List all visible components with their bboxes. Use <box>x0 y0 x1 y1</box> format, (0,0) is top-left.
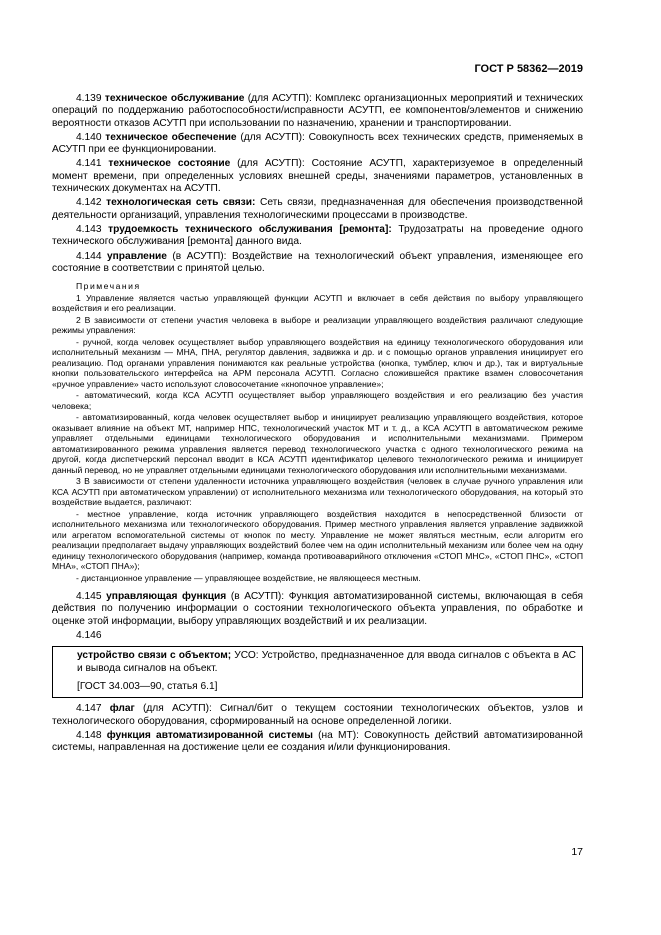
term-definition: (в АСУТП): Функция автоматизированной системы, включающая в себя действия по получению информации о состоянии технологического объекта управления, по обработке и оценке этой информации, выбору управляющих воздействий и их реализации. <box>52 591 583 627</box>
term-entry <box>52 730 583 755</box>
term-number: 4.143 <box>76 223 102 235</box>
term-name: функция автоматизированной системы <box>106 729 313 741</box>
note-item: - автоматический, когда КСА АСУТП осуществляет выбор управляющего воздействия и его реализацию без участия человека; <box>52 390 583 411</box>
term-number: 4.142 <box>76 197 102 209</box>
term-number: 4.148 <box>76 729 102 741</box>
page-number: 17 <box>571 846 583 858</box>
term-entry <box>52 251 583 276</box>
term-name: технологическая сеть связи: <box>106 197 256 209</box>
note-item: 1 Управление является частью управляющей функции АСУТП и включает в себя действия по выбору управляющего воздействия и его реализации. <box>52 292 583 314</box>
term-entry <box>52 703 583 728</box>
term-number: 4.144 <box>76 250 102 262</box>
terms-list <box>52 93 583 275</box>
term-definition: (для АСУТП): Сигнал/бит о текущем состоянии технологических объектов, узлов и технологического оборудования, сформированный на основе определенной логики. <box>52 703 583 727</box>
term-definition: Трудозатраты на проведение одного технического обслуживания [ремонта] данного вида. <box>52 223 583 248</box>
term-definition: (для АСУТП): Комплекс организационных мероприятий и технических операций по поддержанию работоспособности/исправности АСУТП, ее компонентов/элементов и снижению вероятности отказов АСУТП при использовании по назначению, хранении и транспортировании. <box>52 93 583 129</box>
document-id: ГОСТ Р 58362—2019 <box>474 63 583 75</box>
term-name: управление <box>106 250 167 262</box>
term-number: 4.147 <box>76 703 102 715</box>
term-entry-number: 4.146 <box>76 630 102 642</box>
term-definition: (в АСУТП): Воздействие на технологический объект управления, изменяющее его состояние в соответствии с принятой целью. <box>52 250 583 274</box>
term-name: флаг <box>109 703 135 715</box>
note-item: 3 В зависимости от степени удаленности источника управляющего воздействия (человек в случае ручного управления или КСА АСУТП при автоматическом управлении) от исполнительного механизма или технологического оборудования, на который это воздействие выдается, различают: <box>52 476 583 508</box>
term-name: управляющая функция <box>106 591 227 603</box>
boxed-term-entry <box>52 646 583 698</box>
term-number: 4.139 <box>76 93 102 104</box>
note-item: - ручной, когда человек осуществляет выбор управляющего воздействия на единицу технологического оборудования или исполнительный механизм — МНА, ПНА, регулятор давления, задвижка и др. и с помощью органов управления инициирует его реализацию. Под органами управления понимаются как реальные устройства (кнопка, тумблер, ключ и др.), так и виртуальные кнопки пользовательского интерфейса на АРМ персонала АСУТП. Согласно сложившейся практике взамен словосочетания «ручное управление» часто используют словосочетание «кнопочное управление»; <box>52 336 583 389</box>
term-entry <box>52 591 583 628</box>
document-body <box>52 93 583 756</box>
standard-reference: [ГОСТ 34.003—90, статья 6.1] <box>77 680 218 692</box>
terms-list-after-notes <box>52 591 583 628</box>
term-definition: (для АСУТП): Совокупность всех технических средств, применяемых в АСУТП при ее функционировании. <box>52 131 583 156</box>
term-name: техническое состояние <box>108 158 231 170</box>
note-item: - местное управление, когда источник управляющего воздействия находится в непосредственной близости от исполнительного механизма или технологического оборудования. Пример местного управления является управление задвижкой или агрегатом вспомогательной системы от кнопок по месту. Управление не может являться местным, если алгоритм его реализации предполагает выдачу управляющих воздействий более чем на один исполнительный механизм или более чем на одну единицу технологического оборудования (например, команда противоаварийного отключения «СТОП МНС», «СТОП ПНС», «СТОП МНА», «СТОП ПНА»); <box>52 508 583 572</box>
term-entry <box>52 197 583 222</box>
term-definition: Сеть связи, предназначенная для обеспечения производственной деятельности организаций, управления технологическими процессами в производстве. <box>52 197 583 221</box>
term-entry <box>52 93 583 130</box>
term-name: техническое обеспечение <box>105 131 237 143</box>
notes-list <box>52 293 583 584</box>
term-definition: УСО: Устройство, предназначенное для ввода сигналов с объекта в АС и вывода сигналов на объект. <box>77 650 576 674</box>
term-name: трудоемкость технического обслуживания [ремонта]: <box>108 223 392 235</box>
note-item: - дистанционное управление — управляющее воздействие, не являющееся местным. <box>76 572 421 583</box>
term-name: устройство связи с объектом; <box>77 650 232 662</box>
term-entry <box>52 224 583 249</box>
term-number: 4.145 <box>76 591 102 603</box>
term-name: техническое обслуживание <box>104 93 245 104</box>
term-number: 4.141 <box>76 158 102 170</box>
notes-title: Примечания <box>76 281 141 292</box>
term-definition: (для АСУТП): Состояние АСУТП, характеризуемое в определенный момент времени, при определенных условиях внешней среды, значениями параметров, установленных в технических документах на АСУТП. <box>52 158 583 195</box>
term-entry <box>52 132 583 157</box>
note-item: 2 В зависимости от степени участия человека в выборе и реализации управляющего воздействия различают следующие режимы управления: <box>52 314 583 336</box>
notes-block <box>52 281 583 583</box>
term-number: 4.140 <box>76 131 102 143</box>
term-entry <box>52 158 583 195</box>
terms-list-end <box>52 703 583 754</box>
term-definition: (на МТ): Совокупность действий автоматизированной системы, направленная на достижение цели ее создания и/или функционирования. <box>52 729 583 754</box>
note-item: - автоматизированный, когда человек осуществляет выбор и инициирует реализацию управляющего воздействия, которое оказывает влияние на объект МТ, например НПС, технологический участок МТ и т. д., а КСА АСУТП в автоматическом режиме управляет отдельными единицами технологического оборудования и исполнительными механизмами. Примером автоматизированного режима управления является перевод технологического участка с одного технологического режима на другой, когда диспетчерский персонал вводит в КСА АСУТП идентификатор целевого технологического режима и инициирует данный перевод, но не управляет отдельными единицами технологического оборудования или исполнительными механизмами. <box>52 412 583 475</box>
